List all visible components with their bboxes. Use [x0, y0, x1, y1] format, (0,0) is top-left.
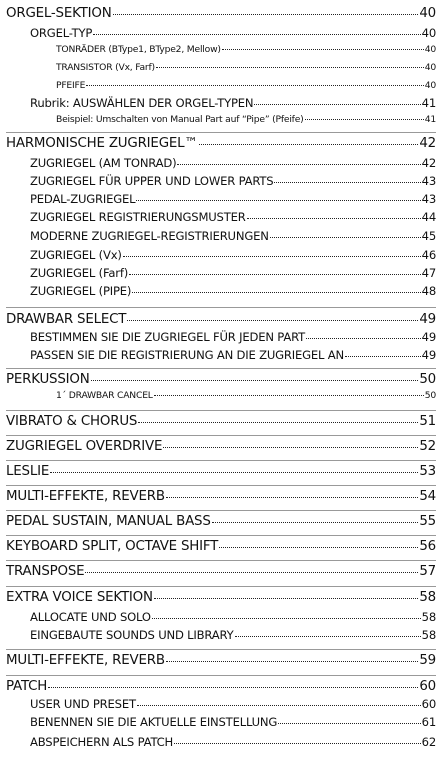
toc-page-number: 56: [419, 539, 436, 554]
section-divider: [6, 410, 436, 411]
toc-entry[interactable]: [0, 62, 446, 76]
dot-leader: [152, 618, 421, 619]
dot-leader: [270, 237, 421, 238]
toc-entry[interactable]: [0, 312, 446, 332]
toc-entry-label: PEDAL-ZUGRIEGEL: [30, 192, 136, 206]
toc-entry-label: EINGEBAUTE SOUNDS UND LIBRARY: [30, 628, 234, 642]
toc-page-number: 52: [419, 439, 436, 454]
toc-entry[interactable]: [0, 414, 446, 434]
dot-leader: [86, 85, 423, 86]
toc-entry-label: PERKUSSION: [6, 372, 90, 387]
dot-leader: [274, 182, 420, 183]
toc-entry[interactable]: [0, 464, 446, 484]
toc-entry-label: 1´ DRAWBAR CANCEL: [56, 390, 153, 401]
toc-entry-label: Rubrik: AUSWÄHLEN DER ORGEL-TYPEN: [30, 96, 254, 110]
toc-entry[interactable]: [0, 489, 446, 509]
toc-entry[interactable]: [0, 229, 446, 247]
toc-entry-label: TONRÄDER (BType1, BType2, Mellow): [56, 44, 221, 55]
toc-page-number: 55: [419, 514, 436, 529]
dot-leader: [345, 356, 421, 357]
section-divider: [6, 485, 436, 486]
dot-leader: [50, 472, 418, 473]
dot-leader: [85, 572, 418, 573]
toc-entry-label: DRAWBAR SELECT: [6, 312, 127, 327]
dot-leader: [91, 380, 419, 381]
toc-entry-label: MODERNE ZUGRIEGEL-REGISTRIERUNGEN: [30, 229, 269, 243]
toc-entry[interactable]: [0, 44, 446, 58]
toc-entry-label: ORGEL-SEKTION: [6, 6, 112, 21]
toc-page-number: 61: [421, 715, 436, 729]
section-divider: [6, 460, 436, 461]
dot-leader: [199, 144, 419, 145]
toc-entry-label: ZUGRIEGEL OVERDRIVE: [6, 439, 163, 454]
toc-entry-label: USER UND PRESET: [30, 697, 136, 711]
toc-page-number: 57: [419, 564, 436, 579]
toc-entry-label: ZUGRIEGEL (AM TONRAD): [30, 156, 177, 170]
toc-page-number: 44: [421, 210, 436, 224]
dot-leader: [136, 200, 420, 201]
toc-entry-label: ABSPEICHERN ALS PATCH: [30, 735, 174, 749]
toc-entry-label: Beispiel: Umschalten von Manual Part auf “Pipe” (Pfeife): [56, 114, 304, 125]
toc-entry-label: TRANSISTOR (Vx, Farf): [56, 62, 155, 73]
toc-page-number: 54: [419, 489, 436, 504]
toc-page-number: 41: [424, 114, 436, 125]
toc-entry-label: HARMONISCHE ZUGRIEGEL™: [6, 136, 198, 151]
toc-entry[interactable]: [0, 539, 446, 559]
dot-leader: [247, 218, 421, 219]
toc-entry[interactable]: [0, 697, 446, 715]
section-divider: [6, 510, 436, 511]
toc-page-number: 43: [421, 174, 436, 188]
section-divider: [6, 307, 436, 308]
toc-entry[interactable]: [0, 210, 446, 228]
toc-entry[interactable]: [0, 590, 446, 610]
toc-entry[interactable]: [0, 514, 446, 534]
toc-page-number: 41: [421, 96, 436, 110]
dot-leader: [306, 338, 421, 339]
section-divider: [6, 368, 436, 369]
dot-leader: [48, 687, 418, 688]
toc-page-number: 58: [421, 610, 436, 624]
toc-page-number: 45: [421, 229, 436, 243]
section-divider: [6, 535, 436, 536]
toc-entry[interactable]: [0, 174, 446, 192]
toc-entry[interactable]: [0, 156, 446, 174]
toc-entry[interactable]: [0, 439, 446, 459]
toc-entry-label: LESLIE: [6, 464, 50, 479]
section-divider: [6, 649, 436, 650]
dot-leader: [154, 395, 424, 396]
toc-entry[interactable]: [0, 348, 446, 366]
toc-entry-label: TRANSPOSE: [6, 564, 85, 579]
dot-leader: [177, 164, 420, 165]
toc-page-number: 40: [421, 26, 436, 40]
toc-page-number: 47: [421, 266, 436, 280]
toc-entry[interactable]: [0, 564, 446, 584]
toc-page-number: 59: [419, 653, 436, 668]
dot-leader: [305, 119, 424, 120]
section-divider: [6, 586, 436, 587]
toc-entry[interactable]: [0, 192, 446, 210]
dot-leader: [174, 743, 421, 744]
dot-leader: [93, 34, 420, 35]
section-divider: [6, 560, 436, 561]
toc-entry-label: PATCH: [6, 679, 48, 694]
toc-entry-label: PASSEN SIE DIE REGISTRIERUNG AN DIE ZUGRIEGEL AN: [30, 348, 344, 362]
toc-entry[interactable]: [0, 284, 446, 302]
dot-leader: [278, 723, 420, 724]
toc-page-number: 42: [421, 156, 436, 170]
toc-entry-label: BENENNEN SIE DIE AKTUELLE EINSTELLUNG: [30, 715, 278, 729]
toc-page-number: 50: [424, 390, 436, 401]
dot-leader: [166, 497, 419, 498]
toc-entry[interactable]: [0, 114, 446, 128]
toc-page-number: 42: [419, 136, 436, 151]
toc-entry[interactable]: [0, 26, 446, 44]
section-divider: [6, 675, 436, 676]
toc-entry-label: BESTIMMEN SIE DIE ZUGRIEGEL FÜR JEDEN PART: [30, 330, 305, 344]
toc-page-number: 53: [419, 464, 436, 479]
dot-leader: [132, 292, 420, 293]
toc-page-number: 40: [419, 6, 436, 21]
dot-leader: [219, 547, 418, 548]
toc-page-number: 49: [419, 312, 436, 327]
section-divider: [6, 132, 436, 133]
toc-page-number: 60: [419, 679, 436, 694]
dot-leader: [212, 522, 419, 523]
toc-page-number: 49: [421, 330, 436, 344]
toc-entry[interactable]: [0, 266, 446, 284]
toc-entry[interactable]: [0, 628, 446, 646]
toc-entry-label: KEYBOARD SPLIT, OCTAVE SHIFT: [6, 539, 219, 554]
toc-entry-label: ALLOCATE UND SOLO: [30, 610, 151, 624]
toc-page-number: 62: [421, 735, 436, 749]
toc-page-number: 48: [421, 284, 436, 298]
toc-entry[interactable]: [0, 248, 446, 266]
toc-entry[interactable]: [0, 80, 446, 94]
toc-page-number: 58: [419, 590, 436, 605]
toc-page-number: 40: [424, 44, 436, 55]
section-divider: [6, 435, 436, 436]
dot-leader: [163, 447, 418, 448]
toc-entry[interactable]: [0, 390, 446, 404]
toc-page-number: 51: [419, 414, 436, 429]
toc-entry[interactable]: [0, 6, 446, 26]
toc-page-number: 49: [421, 348, 436, 362]
dot-leader: [127, 320, 418, 321]
toc-entry[interactable]: [0, 136, 446, 156]
dot-leader: [222, 49, 424, 50]
dot-leader: [254, 104, 420, 105]
toc-page-number: 58: [421, 628, 436, 642]
toc-page-number: 43: [421, 192, 436, 206]
toc-entry-label: VIBRATO & CHORUS: [6, 414, 138, 429]
toc-entry-label: PEDAL SUSTAIN, MANUAL BASS: [6, 514, 211, 529]
toc-entry-label: PFEIFE: [56, 80, 86, 91]
toc-page-number: 40: [424, 80, 436, 91]
toc-entry[interactable]: [0, 96, 446, 114]
toc-entry-label: ZUGRIEGEL REGISTRIERUNGSMUSTER: [30, 210, 246, 224]
toc-entry[interactable]: [0, 679, 446, 699]
toc-entry[interactable]: [0, 653, 446, 673]
toc-page-number: 40: [424, 62, 436, 73]
toc-entry[interactable]: [0, 610, 446, 628]
dot-leader: [129, 274, 421, 275]
dot-leader: [154, 598, 419, 599]
toc-page-number: 60: [421, 697, 436, 711]
toc-entry-label: ZUGRIEGEL (Farf): [30, 266, 129, 280]
dot-leader: [235, 636, 421, 637]
toc-entry[interactable]: [0, 715, 446, 733]
toc-entry-label: ZUGRIEGEL FÜR UPPER UND LOWER PARTS: [30, 174, 274, 188]
toc-entry-label: ORGEL-TYP: [30, 26, 93, 40]
toc-entry-label: EXTRA VOICE SEKTION: [6, 590, 153, 605]
dot-leader: [123, 256, 421, 257]
toc-page-number: 46: [421, 248, 436, 262]
toc-page-number: 50: [419, 372, 436, 387]
toc-entry[interactable]: [0, 330, 446, 348]
toc-entry-label: ZUGRIEGEL (PIPE): [30, 284, 132, 298]
toc-entry[interactable]: [0, 372, 446, 392]
toc-entry-label: ZUGRIEGEL (Vx): [30, 248, 122, 262]
toc-entry-label: MULTI-EFFEKTE, REVERB: [6, 653, 165, 668]
dot-leader: [137, 705, 421, 706]
dot-leader: [113, 14, 419, 15]
dot-leader: [166, 661, 419, 662]
dot-leader: [156, 67, 424, 68]
toc-entry-label: MULTI-EFFEKTE, REVERB: [6, 489, 165, 504]
toc-entry[interactable]: [0, 735, 446, 753]
dot-leader: [138, 422, 418, 423]
